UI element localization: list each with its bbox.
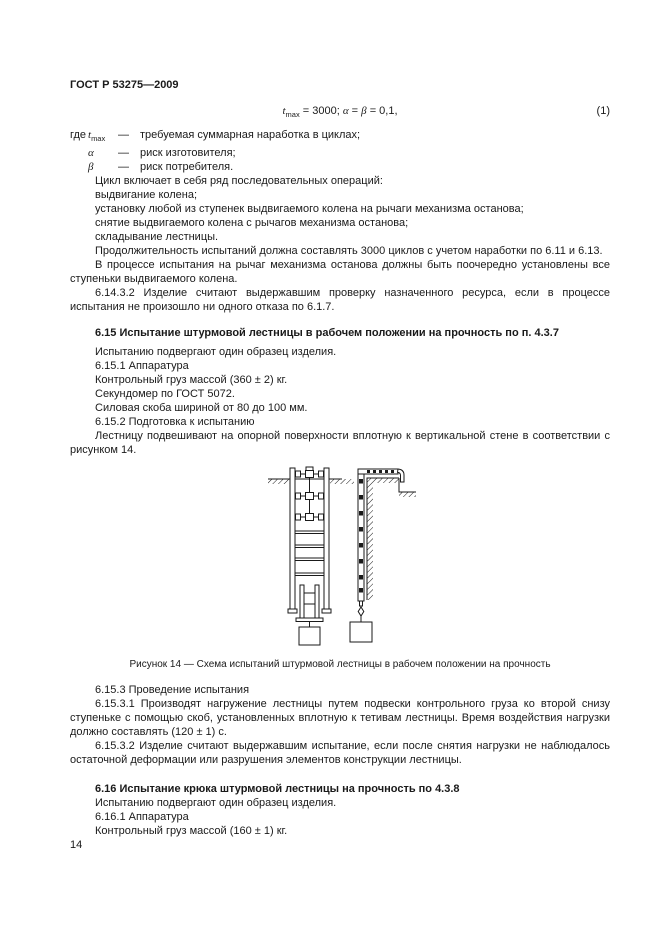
alpha-symbol: α bbox=[342, 105, 349, 117]
where-term-alpha: α bbox=[88, 147, 94, 160]
where-term-tmax: $t_{max}$ bbox=[88, 129, 106, 144]
where-desc: риск потребителя. bbox=[140, 161, 234, 174]
paragraph: Лестницу подвешивают на опорной поверхности вплотную к вертикальной стене в соответствии с рисунком 14. bbox=[70, 430, 610, 457]
paragraph: 6.16.1 Аппаратура bbox=[95, 811, 189, 824]
where-dash: — bbox=[118, 161, 129, 174]
paragraph: Контрольный груз массой (160 ± 1) кг. bbox=[95, 825, 288, 838]
cycle-list-item: установку любой из ступенек выдвигаемого колена на рычаги механизма останова; bbox=[95, 203, 524, 216]
section-heading-6-16: 6.16 Испытание крюка штурмовой лестницы на прочность по 4.3.8 bbox=[95, 783, 460, 796]
rung bbox=[295, 531, 324, 534]
where-row-beta bbox=[70, 160, 610, 174]
formula-1 bbox=[70, 104, 610, 122]
formula-variable: $t_{max}$ bbox=[282, 105, 300, 120]
paragraph: 6.14.3.2 Изделие считают выдержавшим проверку назначенного ресурса, если в процессе испытания не произошло ни одного отказа по 6.1.7. bbox=[70, 287, 610, 314]
where-desc: требуемая суммарная наработка в циклах; bbox=[140, 129, 361, 142]
where-dash: — bbox=[118, 129, 129, 142]
control-weight bbox=[299, 627, 320, 645]
rung bbox=[295, 545, 324, 548]
cycle-list-item: снятие выдвигаемого колена с рычагов механизма останова; bbox=[95, 217, 409, 230]
hook-rung bbox=[295, 514, 324, 521]
paragraph: 6.15.3.1 Производят нагружение лестницы путем подвески контрольного груза ко второй снизу ступеньке с помощью скоб, установленных вплотную к тетивам лестницы. Время воздействия нагрузки должно составлять (120 ± 1) с. bbox=[70, 698, 610, 739]
where-intro-spacer bbox=[70, 146, 88, 160]
paragraph: 6.15.2 Подготовка к испытанию bbox=[95, 416, 255, 429]
paragraph: Цикл включает в себя ряд последовательных операций: bbox=[95, 175, 383, 188]
hook-rung bbox=[295, 471, 324, 478]
ladder-test-diagram bbox=[255, 465, 425, 651]
cycle-list-item: складывание лестницы. bbox=[95, 231, 219, 244]
formula-number: (1) bbox=[596, 105, 610, 117]
rung bbox=[295, 558, 324, 561]
hook-rung bbox=[295, 493, 324, 500]
control-weight bbox=[350, 622, 372, 642]
paragraph: Контрольный груз массой (360 ± 2) кг. bbox=[95, 374, 288, 387]
where-desc: риск изготовителя; bbox=[140, 147, 236, 160]
rung bbox=[295, 573, 324, 576]
paragraph: 6.15.3 Проведение испытания bbox=[95, 684, 250, 697]
where-term-beta: β bbox=[88, 161, 94, 174]
paragraph: Испытанию подвергают один образец изделия. bbox=[95, 346, 337, 359]
where-definitions bbox=[70, 128, 610, 174]
page-number: 14 bbox=[70, 839, 83, 851]
paragraph: 6.15.3.2 Изделие считают выдержавшим испытание, если после снятия нагрузки не наблюдалось остаточной деформации или разрушения элементов конструкции лестницы. bbox=[70, 740, 610, 767]
paragraph: Силовая скоба шириной от 80 до 100 мм. bbox=[95, 402, 308, 415]
where-row-alpha bbox=[70, 146, 610, 160]
where-intro-spacer bbox=[70, 160, 88, 174]
paragraph: Секундомер по ГОСТ 5072. bbox=[95, 388, 235, 401]
cycle-list-item: выдвигание колена; bbox=[95, 189, 198, 202]
formula-expression: $t_{max} = 3000$; α = β = 0,1, bbox=[282, 105, 398, 120]
where-row-tmax bbox=[70, 128, 610, 146]
figure-14-caption: Рисунок 14 — Схема испытаний штурмовой лестницы в рабочем положении на прочность bbox=[129, 659, 551, 671]
ladder-side-view bbox=[350, 469, 416, 642]
figure-14 bbox=[70, 465, 610, 655]
paragraph: 6.15.1 Аппаратура bbox=[95, 360, 189, 373]
where-dash: — bbox=[118, 147, 129, 160]
where-intro: где bbox=[70, 129, 87, 142]
ladder-front-view bbox=[268, 467, 354, 645]
document-header: ГОСТ Р 53275—2009 bbox=[70, 79, 179, 91]
beta-symbol: β bbox=[361, 105, 367, 117]
weight-cable bbox=[358, 601, 364, 622]
section-heading-6-15: 6.15 Испытание штурмовой лестницы в рабочем положении на прочность по п. 4.3.7 bbox=[95, 327, 559, 340]
paragraph: В процессе испытания на рычаг механизма останова должны быть поочередно установлены все ступеньки выдвигаемого колена. bbox=[70, 259, 610, 286]
paragraph: Продолжительность испытаний должна составлять 3000 циклов с учетом наработки по 6.11 и 6.13. bbox=[95, 245, 603, 258]
ladder-rail bbox=[358, 469, 364, 601]
paragraph: Испытанию подвергают один образец изделия. bbox=[95, 797, 337, 810]
